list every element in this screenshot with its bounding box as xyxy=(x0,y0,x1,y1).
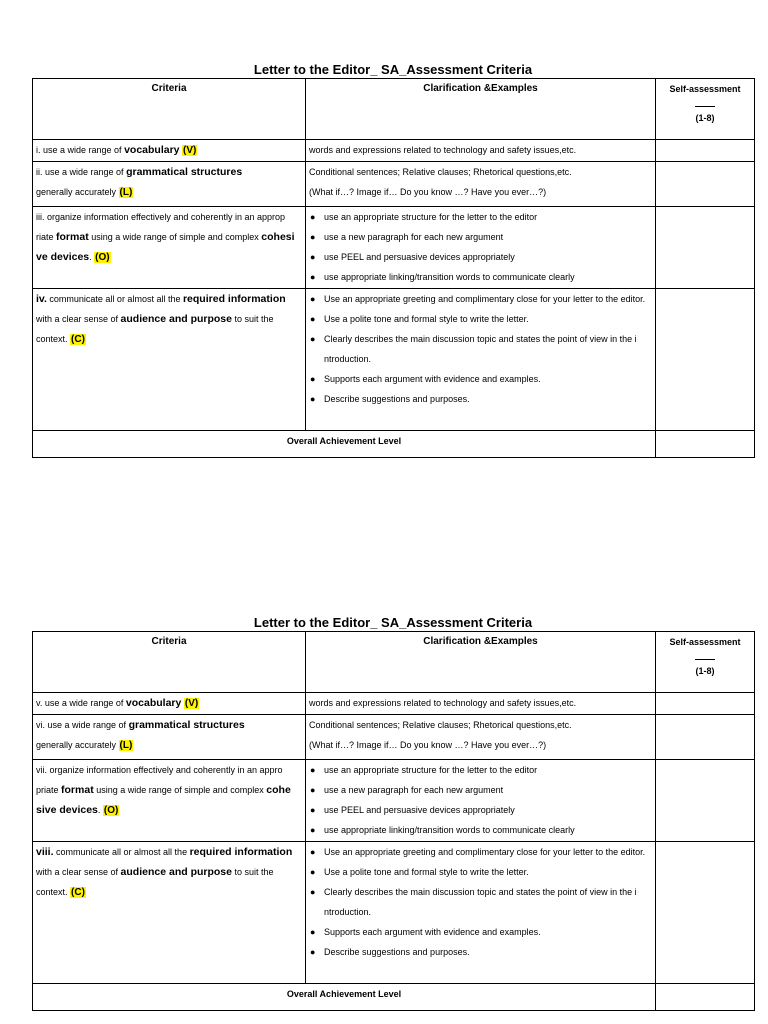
self-assessment-cell[interactable] xyxy=(656,207,755,289)
clarification-cell xyxy=(306,289,656,431)
clarification-list xyxy=(309,760,652,840)
criteria-row xyxy=(33,207,755,289)
clarification-bullet: ● Use a polite tone and formal style to write the letter. xyxy=(309,309,652,329)
section-title: Letter to the Editor_ SA_Assessment Criteria xyxy=(253,615,533,630)
assessment-section-1 xyxy=(32,62,754,458)
self-assessment-cell[interactable] xyxy=(656,289,755,431)
clarification-bullet: ● use a new paragraph for each new argument xyxy=(309,780,652,800)
self-assessment-header xyxy=(656,632,755,693)
criteria-cell xyxy=(33,207,306,289)
overall-achievement-label: Overall Achievement Level xyxy=(33,431,656,458)
criteria-keyword: required information xyxy=(189,846,293,858)
criteria-code-badge: (L) xyxy=(119,740,133,751)
clarification-cell xyxy=(306,760,656,842)
criteria-code-badge: (V) xyxy=(183,145,197,156)
self-assessment-cell[interactable] xyxy=(656,140,755,162)
clarification-text: Conditional sentences; Relative clauses; Rhetorical questions,etc. xyxy=(309,720,572,730)
blank-line xyxy=(695,106,715,107)
header-row xyxy=(33,79,755,140)
self-assessment-cell[interactable] xyxy=(656,842,755,984)
criteria-code-badge: (V) xyxy=(184,698,199,709)
criteria-text: vi. use a wide range of xyxy=(36,720,129,730)
clarification-bullet: ● Clearly describes the main discussion topic and states the point of view in the i ntroduction. xyxy=(309,329,652,369)
criteria-keyword: cohe sive devices xyxy=(36,784,291,816)
clarification-list xyxy=(309,207,652,287)
clarification-text: (What if…? Image if… Do you know …? Have you ever…?) xyxy=(309,187,547,197)
clarification-bullet: ● use an appropriate structure for the letter to the editor xyxy=(309,207,652,227)
criteria-code-badge: (O) xyxy=(95,252,110,263)
criteria-code-badge: (L) xyxy=(119,187,133,198)
clarification-bullet: ● Supports each argument with evidence and examples. xyxy=(309,922,652,942)
clarification-header: Clarification &Examples xyxy=(306,79,656,140)
criteria-keyword: viii. xyxy=(36,846,54,858)
score-range: (1-8) xyxy=(695,666,715,676)
criteria-cell xyxy=(33,842,306,984)
criteria-text: . xyxy=(97,805,103,815)
self-assessment-label: Self-assessment xyxy=(669,84,741,94)
criteria-cell xyxy=(33,162,306,207)
self-assessment-cell[interactable] xyxy=(656,760,755,842)
clarification-bullet: ● Use an appropriate greeting and complimentary close for your letter to the editor. xyxy=(309,289,652,309)
criteria-table xyxy=(32,631,755,1011)
criteria-keyword: grammatical structures xyxy=(128,719,245,731)
header-row xyxy=(33,632,755,693)
criteria-text: vii. organize information effectively and coherently in an appro priate xyxy=(36,765,283,795)
clarification-text: words and expressions related to technology and safety issues,etc. xyxy=(309,698,577,708)
criteria-header: Criteria xyxy=(33,79,306,140)
clarification-cell xyxy=(306,162,656,207)
criteria-row xyxy=(33,289,755,431)
criteria-text: communicate all or almost all the xyxy=(53,847,190,857)
clarification-list xyxy=(309,289,652,409)
clarification-text: Conditional sentences; Relative clauses; Rhetorical questions,etc. xyxy=(309,167,572,177)
clarification-cell xyxy=(306,693,656,715)
criteria-text: using a wide range of simple and complex xyxy=(93,785,267,795)
criteria-cell xyxy=(33,760,306,842)
criteria-cell xyxy=(33,289,306,431)
criteria-keyword: grammatical structures xyxy=(126,166,243,178)
clarification-bullet: ● Use an appropriate greeting and complimentary close for your letter to the editor. xyxy=(309,842,652,862)
criteria-text: generally accurately xyxy=(36,740,119,750)
criteria-text: ii. use a wide range of xyxy=(36,167,127,177)
clarification-header: Clarification &Examples xyxy=(306,632,656,693)
criteria-keyword: format xyxy=(56,231,89,243)
self-assessment-cell[interactable] xyxy=(656,693,755,715)
criteria-keyword: vocabulary xyxy=(125,697,182,709)
criteria-row xyxy=(33,693,755,715)
criteria-text: to suit the context. xyxy=(36,867,274,897)
criteria-table xyxy=(32,78,755,458)
criteria-text: to suit the context. xyxy=(36,314,274,344)
criteria-code-badge: (C) xyxy=(71,334,85,345)
criteria-keyword: cohesi ve devices xyxy=(36,231,295,263)
criteria-text: with a clear sense of xyxy=(36,867,121,877)
criteria-row xyxy=(33,162,755,207)
self-assessment-cell[interactable] xyxy=(656,715,755,760)
criteria-row xyxy=(33,760,755,842)
overall-row xyxy=(33,984,755,1011)
clarification-bullet: ● use PEEL and persuasive devices appropriately xyxy=(309,247,652,267)
criteria-row xyxy=(33,715,755,760)
blank-line xyxy=(695,659,715,660)
clarification-list xyxy=(309,842,652,962)
criteria-text: v. use a wide range of xyxy=(36,698,126,708)
self-assessment-label: Self-assessment xyxy=(669,637,741,647)
criteria-text: communicate all or almost all the xyxy=(46,294,183,304)
overall-row xyxy=(33,431,755,458)
assessment-section-2 xyxy=(32,615,754,1011)
criteria-cell xyxy=(33,693,306,715)
criteria-keyword: vocabulary xyxy=(124,144,180,156)
criteria-keyword: format xyxy=(61,784,94,796)
clarification-cell xyxy=(306,140,656,162)
clarification-bullet: ● Use a polite tone and formal style to write the letter. xyxy=(309,862,652,882)
criteria-text: . xyxy=(89,252,95,262)
score-range: (1-8) xyxy=(695,113,715,123)
clarification-text: (What if…? Image if… Do you know …? Have you ever…?) xyxy=(309,740,547,750)
criteria-keyword: required information xyxy=(182,293,286,305)
criteria-cell xyxy=(33,140,306,162)
criteria-row xyxy=(33,842,755,984)
clarification-cell xyxy=(306,842,656,984)
clarification-cell xyxy=(306,715,656,760)
clarification-bullet: ● use appropriate linking/transition words to communicate clearly xyxy=(309,267,652,287)
overall-score-cell[interactable] xyxy=(656,984,755,1011)
criteria-code-badge: (O) xyxy=(103,805,119,816)
clarification-bullet: ● use an appropriate structure for the letter to the editor xyxy=(309,760,652,780)
criteria-keyword: audience and purpose xyxy=(120,313,232,325)
section-title: Letter to the Editor_ SA_Assessment Criteria xyxy=(253,62,533,77)
criteria-row xyxy=(33,140,755,162)
clarification-text: words and expressions related to technology and safety issues,etc. xyxy=(309,145,577,155)
criteria-text: generally accurately xyxy=(36,187,119,197)
clarification-bullet: ● Clearly describes the main discussion topic and states the point of view in the i ntroduction. xyxy=(309,882,652,922)
clarification-bullet: ● use PEEL and persuasive devices appropriately xyxy=(309,800,652,820)
self-assessment-cell[interactable] xyxy=(656,162,755,207)
clarification-bullet: ● Describe suggestions and purposes. xyxy=(309,942,652,962)
clarification-bullet: ● use appropriate linking/transition words to communicate clearly xyxy=(309,820,652,840)
criteria-header: Criteria xyxy=(33,632,306,693)
criteria-code-badge: (C) xyxy=(71,887,85,898)
criteria-text: i. use a wide range of xyxy=(36,145,125,155)
criteria-keyword: audience and purpose xyxy=(120,866,232,878)
overall-score-cell[interactable] xyxy=(656,431,755,458)
criteria-cell xyxy=(33,715,306,760)
clarification-cell xyxy=(306,207,656,289)
clarification-bullet: ● use a new paragraph for each new argument xyxy=(309,227,652,247)
criteria-text: iii. organize information effectively and coherently in an approp riate xyxy=(36,212,285,242)
criteria-text: using a wide range of simple and complex xyxy=(88,232,262,242)
criteria-text: with a clear sense of xyxy=(36,314,121,324)
overall-achievement-label: Overall Achievement Level xyxy=(33,984,656,1011)
clarification-bullet: ● Supports each argument with evidence and examples. xyxy=(309,369,652,389)
self-assessment-header xyxy=(656,79,755,140)
criteria-keyword: iv. xyxy=(36,293,47,305)
clarification-bullet: ● Describe suggestions and purposes. xyxy=(309,389,652,409)
